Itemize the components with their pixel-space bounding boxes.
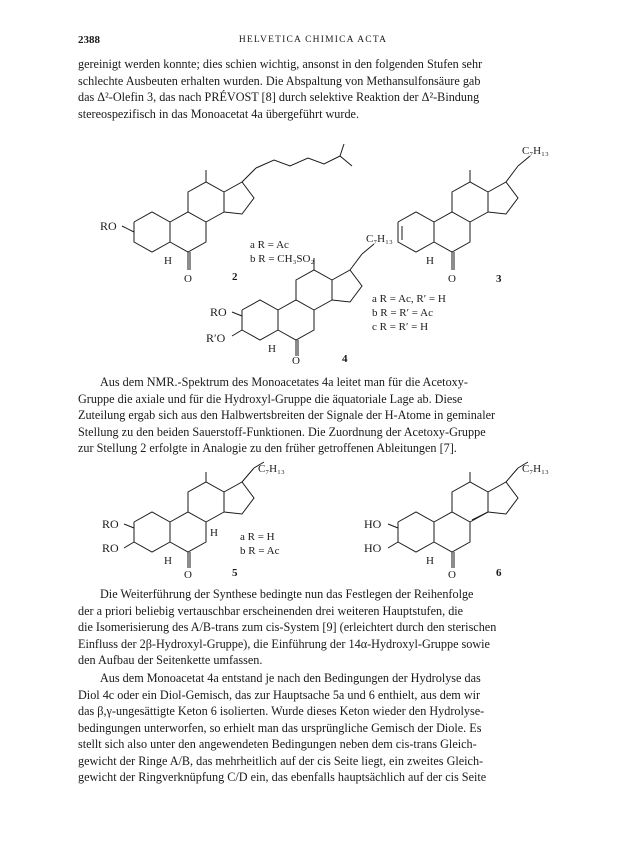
text-line: gewicht der Ringverknüpfung C/D ein, das ebenfalls hauptsächlich auf der cis Seite: [78, 770, 487, 784]
ho-label: HO: [364, 541, 382, 555]
journal-title: HELVETICA CHIMICA ACTA: [238, 35, 388, 45]
page-header: [78, 34, 548, 50]
paragraph-3: [78, 586, 548, 669]
text-line: bedingungen unterworfen, so erhielt man das ursprüngliche Gemisch der Diole. Es: [78, 720, 482, 735]
structure-4: [206, 233, 446, 365]
text-line: Stellung zu den beiden Sauerstoff-Funktionen. Die Zuordnung der Acetoxy-Gruppe: [78, 424, 486, 439]
h-label: H: [164, 255, 172, 267]
legend-line: b R = Ac: [240, 545, 280, 557]
ro-label: RO: [102, 541, 119, 555]
text-line: Gruppe die axiale und für die Hydroxyl-Gruppe die äquatoriale Lage ab. Diese: [78, 391, 463, 406]
paragraph-4: [78, 670, 548, 786]
text-line: das Δ²-Olefin 3, das nach PRÉVOST [8] durch selektive Reaktion der Δ²-Bindung: [78, 90, 480, 104]
side-chain-label: C₇H₁₃: [522, 145, 549, 157]
oxygen-label: O: [184, 273, 192, 285]
ro-label: RO: [210, 305, 227, 319]
compound-number: 5: [232, 567, 238, 579]
compound-number: 2: [232, 271, 238, 283]
page-number: 2388: [78, 34, 100, 46]
text-line: Zuteilung ergab sich aus den Halbwertsbreiten der Signale der H-Atome in geminaler: [78, 408, 496, 422]
r-prime-o-label: R′O: [206, 331, 226, 345]
legend-line: b R = R′ = Ac: [372, 307, 433, 319]
compound-number: 4: [342, 353, 348, 365]
text-line: schlechte Ausbeuten erhalten wurden. Die Abspaltung von Methansulfonsäure gab: [78, 73, 481, 88]
oxygen-label: O: [184, 569, 192, 580]
text-line: zur Stellung 2 erfolgte in Analogie zu den früher getroffenen Ableitungen [7].: [78, 441, 457, 455]
structure-6: [364, 462, 549, 580]
text-line: Diol 4c oder ein Diol-Gemisch, das zur Hauptsache 5a und 6 enthielt, aus dem wir: [78, 687, 481, 702]
text-line: den Aufbau der Seitenkette umfassen.: [78, 653, 263, 667]
h-label: H: [210, 527, 218, 539]
side-chain-label: C₇H₁₃: [366, 233, 393, 245]
oxygen-label: O: [448, 273, 456, 285]
ro-label: RO: [102, 517, 119, 531]
h-label: H: [164, 555, 172, 567]
legend-line: c R = R′ = H: [372, 321, 429, 333]
text-line: das β,γ-ungesättigte Keton 6 isolierten. Wurde dieses Keton wieder den Hydrolyse-: [78, 704, 485, 718]
text-line: die Isomerisierung des A/B-trans zum cis-System [9] (erleichtert durch den sterischen: [78, 620, 497, 634]
side-chain-label: C₇H₁₃: [522, 463, 549, 475]
oxygen-label: O: [292, 355, 300, 365]
legend-line: a R = Ac, R′ = H: [372, 293, 446, 305]
text-line: der a priori beliebig vertauschbar erscheinenden drei weiteren Hauptstufen, die: [78, 603, 464, 618]
legend-line: a R = H: [240, 531, 275, 543]
structure-3: [398, 145, 549, 285]
text-line: stellt sich also unter den angewendeten Bedingungen neben dem cis-trans Gleich-: [78, 737, 477, 751]
legend-line: b R = CH₃SO₂: [250, 253, 315, 265]
text-line: Einfluss der 2β-Hydroxyl-Gruppe), die Einführung der 14α-Hydroxyl-Gruppe sowie: [78, 636, 490, 651]
h-label: H: [426, 255, 434, 267]
ho-label: HO: [364, 517, 382, 531]
structure-5: [102, 462, 285, 580]
paragraph-2: [78, 374, 548, 457]
structures-5-6-figure: [60, 460, 570, 580]
ro-label: RO: [100, 219, 117, 233]
paragraph-1: [78, 56, 548, 122]
h-label: H: [426, 555, 434, 567]
structures-2-3-4-figure: [60, 130, 570, 365]
text-line: gereinigt werden konnte; dies schien wichtig, ansonst in den folgenden Stufen sehr: [78, 57, 483, 71]
compound-number: 6: [496, 567, 502, 579]
text-line: Die Weiterführung der Synthese bedingte nun das Festlegen der Reihenfolge: [100, 587, 474, 601]
text-line: Aus dem Monoacetat 4a entstand je nach den Bedingungen der Hydrolyse das: [100, 671, 481, 685]
oxygen-label: O: [448, 569, 456, 580]
legend-line: a R = Ac: [250, 239, 289, 251]
side-chain-label: C₇H₁₃: [258, 463, 285, 475]
text-line: Aus dem NMR.-Spektrum des Monoacetates 4a leitet man für die Acetoxy-: [100, 375, 468, 389]
text-line: gewicht der Ringe A/B, das mehrheitlich auf der cis Seite liegt, ein zweites Gleich-: [78, 753, 484, 768]
h-label: H: [268, 343, 276, 355]
text-line: stereospezifisch in das Monoacetat 4a übergeführt wurde.: [78, 106, 360, 121]
compound-number: 3: [496, 273, 502, 285]
